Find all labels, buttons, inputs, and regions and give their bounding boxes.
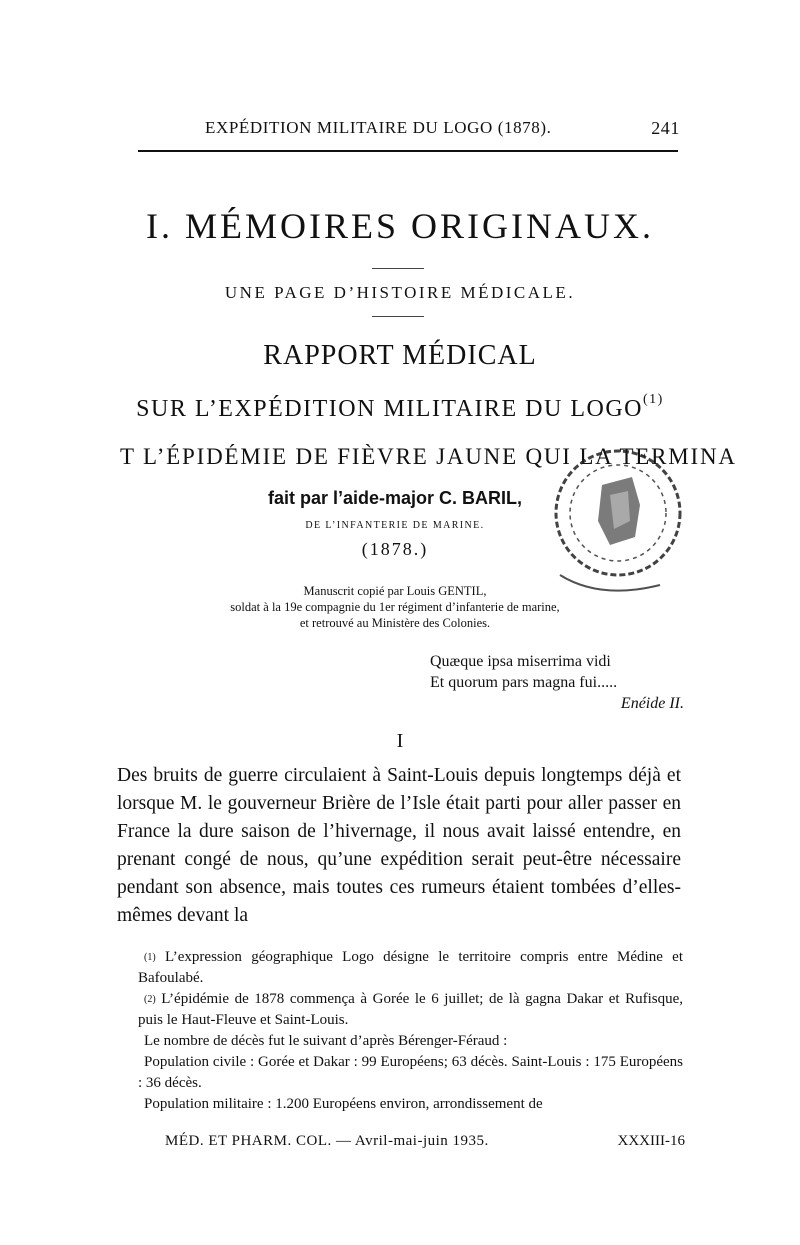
footnote-line: Population civile : Gorée et Dakar : 99 Européens; 63 décès. Saint-Louis : 175 Européens : 36 décès.	[138, 1054, 683, 1091]
chapter-number: I	[396, 730, 404, 752]
author-line: fait par l’aide-major C. BARIL,	[267, 488, 523, 508]
manuscript-note-line: soldat à la 19e compagnie du 1er régiment d’infanterie de marine,	[230, 600, 560, 614]
author-affiliation: DE L’INFANTERIE DE MARINE.	[305, 520, 485, 531]
epigraph-line: Et quorum pars magna fui.....	[430, 674, 618, 691]
footnotes	[138, 947, 683, 1115]
epigraph-source: Enéide II.	[620, 695, 684, 712]
manuscript-note-line: et retrouvé au Ministère des Colonies.	[299, 616, 491, 630]
report-year: (1878.)	[361, 539, 429, 559]
running-header	[205, 118, 680, 144]
sub-heading: UNE PAGE D’HISTOIRE MÉDICALE.	[224, 283, 576, 302]
header-rule	[138, 150, 678, 152]
manuscript-note-line: Manuscrit copié par Louis GENTIL,	[303, 584, 487, 598]
report-title-line3: T L’ÉPIDÉMIE DE FIÈVRE JAUNE QUI LA TERMINA	[120, 444, 737, 469]
page-number: 241	[651, 118, 680, 138]
footnote-text: L’épidémie de 1878 commença à Gorée le 6 juillet; de là gagna Dakar et Rufisque, puis le Haut-Fleuve et Saint-Louis.	[138, 991, 684, 1028]
epigraph-line: Quæque ipsa miserrima vidi	[430, 653, 611, 670]
ornament-rule	[372, 268, 424, 269]
library-stamp	[540, 425, 685, 615]
epigraph	[430, 651, 692, 714]
report-line2-text: SUR L’EXPÉDITION MILITAIRE DU LOGO	[136, 396, 643, 422]
journal-citation: MÉD. ET PHARM. COL. — Avril-mai-juin 1935.	[165, 1133, 489, 1149]
footnote-line: Population militaire : 1.200 Européens environ, arrondissement de	[144, 1096, 543, 1112]
ornament-rule	[372, 316, 424, 317]
footnote-number: (2)	[144, 994, 156, 1005]
body-paragraph: Des bruits de guerre circulaient à Saint-Louis depuis longtemps déjà et lorsque M. le gouverneur Brière de l’Isle était parti pour aller passer en France la dure saison de l’hivernage, il nous avait laissé entendre, en prenant congé de nous, qu’une expédition serait peut-être nécessaire pendant son absence, mais toutes ces rumeurs étaient tombées d’elles-mêmes devant la	[117, 765, 681, 926]
report-title-line2	[0, 392, 800, 423]
footnote-ref: (1)	[642, 392, 664, 407]
footnote-line: Le nombre de décès fut le suivant d’après Bérenger-Féraud :	[144, 1033, 508, 1049]
report-title: RAPPORT MÉDICAL	[263, 340, 537, 371]
footnote-text: L’expression géographique Logo désigne le territoire compris entre Médine et Bafoulabé.	[138, 949, 684, 986]
page-footer	[165, 1133, 685, 1157]
footnote-1	[138, 947, 683, 989]
section-title: I. MÉMOIRES ORIGINAUX.	[146, 206, 654, 246]
signature-mark: XXXIII-16	[617, 1133, 685, 1149]
running-title: EXPÉDITION MILITAIRE DU LOGO (1878).	[205, 118, 552, 137]
footnote-number: (1)	[144, 952, 156, 963]
footnote-2	[138, 989, 683, 1031]
